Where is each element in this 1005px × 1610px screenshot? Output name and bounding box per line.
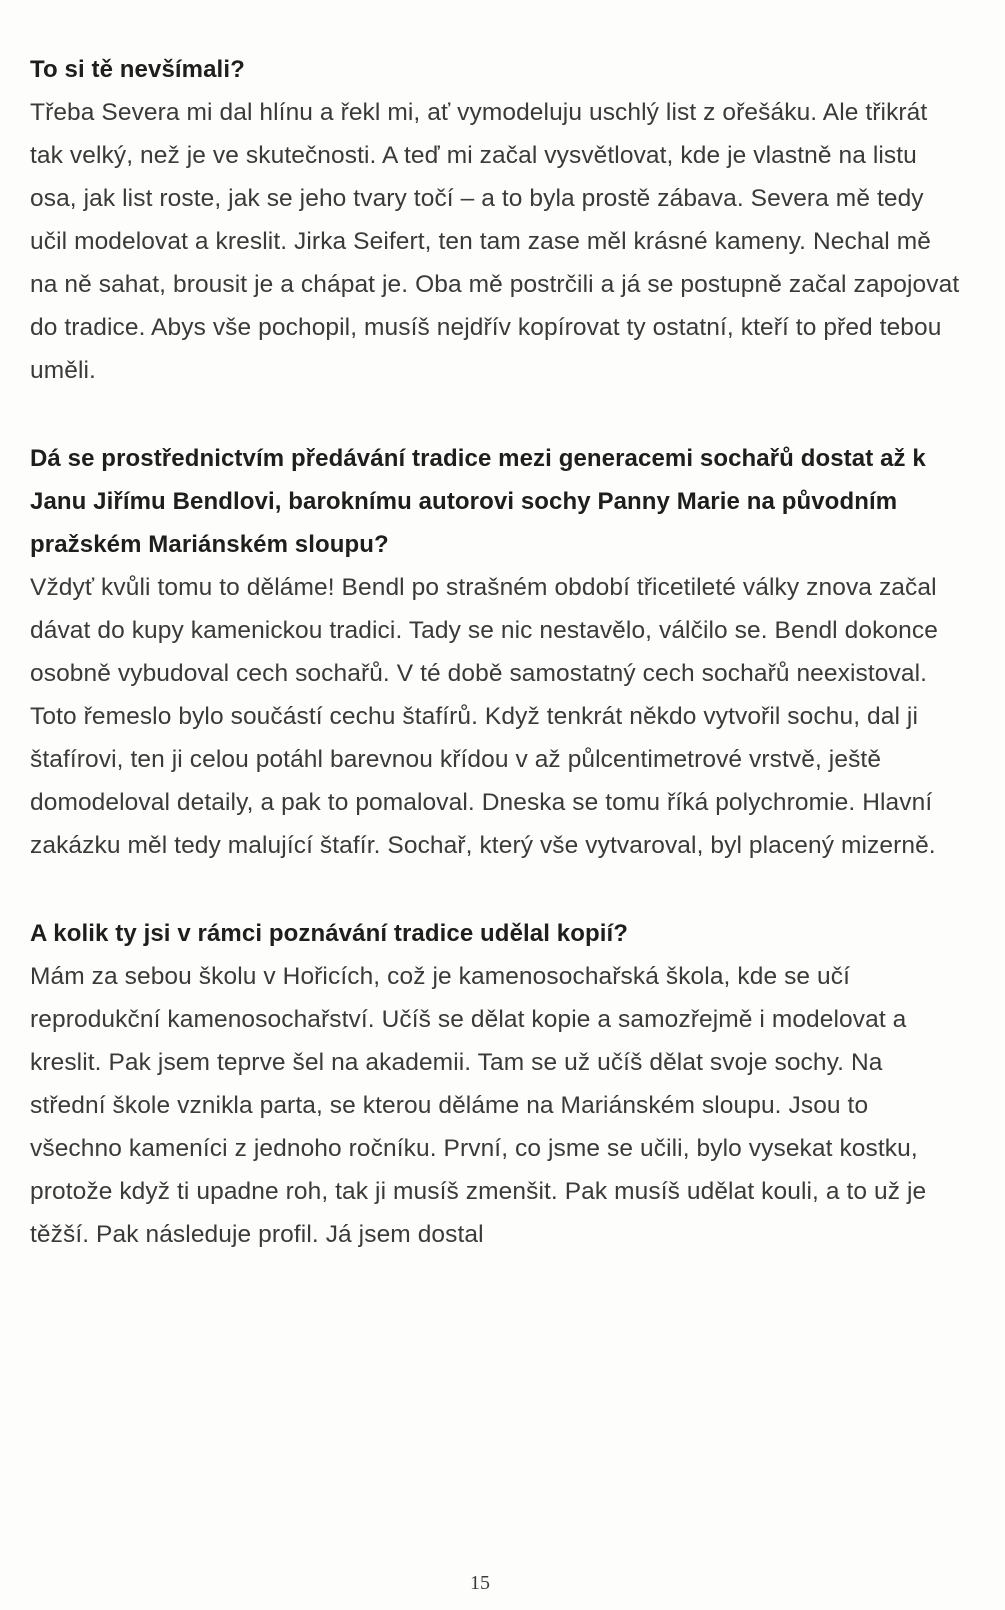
- page-number: 15: [470, 1572, 490, 1594]
- question-3: A kolik ty jsi v rámci poznávání tradice udělal kopií?: [30, 920, 629, 947]
- interview-section-2: [30, 437, 960, 867]
- question-1: To si tě nevšímali?: [30, 56, 245, 83]
- question-2: Dá se prostřednictvím předávání tradice mezi generacemi sochařů dostat až k Janu Jiřímu Bendlovi, baroknímu autorovi sochy Panny Marie na původním pražském Mariánském sloupu?: [30, 445, 926, 558]
- interview-text: [30, 48, 960, 1301]
- interview-section-1: [30, 48, 960, 392]
- answer-2: Vždyť kvůli tomu to děláme! Bendl po strašném období třicetileté války znova začal dávat do kupy kamenickou tradici. Tady se nic nestavělo, válčilo se. Bendl dokonce osobně vybudoval cech sochařů. V té době samostatný cech sochařů neexistoval. Toto řemeslo bylo součástí cechu štafírů. Když tenkrát někdo vytvořil sochu, dal ji štafírovi, ten ji celou potáhl barevnou křídou v až půlcentimetrové vrstvě, ještě domodeloval detaily, a pak to pomaloval. Dneska se tomu říká polychromie. Hlavní zakázku měl tedy malující štafír. Sochař, který vše vytvaroval, byl placený mizerně.: [30, 574, 938, 859]
- interview-section-3: [30, 912, 960, 1256]
- answer-3: Mám za sebou školu v Hořicích, což je kamenosochařská škola, kde se učí reprodukční kamenosochařství. Učíš se dělat kopie a samozřejmě i modelovat a kreslit. Pak jsem teprve šel na akademii. Tam se už učíš dělat svoje sochy. Na střední škole vznikla parta, se kterou děláme na Mariánském sloupu. Jsou to všechno kameníci z jednoho ročníku. První, co jsme se učili, bylo vysekat kostku, protože když ti upadne roh, tak ji musíš zmenšit. Pak musíš udělat kouli, a to už je těžší. Pak následuje profil. Já jsem dostal: [30, 963, 927, 1248]
- answer-1: Třeba Severa mi dal hlínu a řekl mi, ať vymodeluju uschlý list z ořešáku. Ale třikrát tak velký, než je ve skutečnosti. A teď mi začal vysvětlovat, kde je vlastně na listu osa, jak list roste, jak se jeho tvary točí – a to byla prostě zábava. Severa mě tedy učil modelovat a kreslit. Jirka Seifert, ten tam zase měl krásné kameny. Nechal mě na ně sahat, brousit je a chápat je. Oba mě postrčili a já se postupně začal zapojovat do tradice. Abys vše pochopil, musíš nejdřív kopírovat ty ostatní, kteří to před tebou uměli.: [30, 99, 960, 384]
